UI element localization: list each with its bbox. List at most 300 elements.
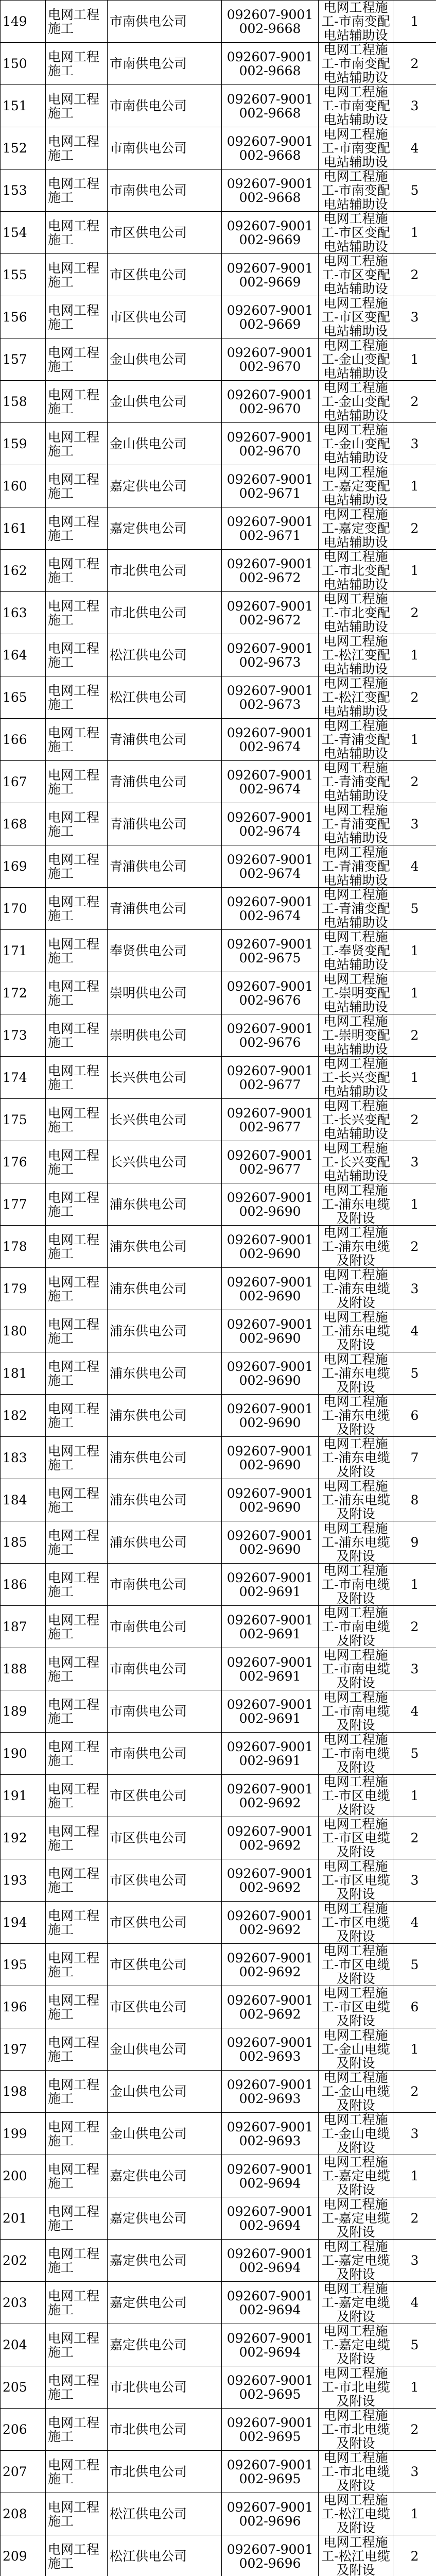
sequence-cell: 1 [393,634,436,676]
row-number-cell: 188 [1,1648,46,1690]
category-cell: 电网工程施工 [46,2028,108,2071]
project-name-cell: 电网工程施工-市南电缆及附设 [319,1733,393,1775]
project-code-cell: 092607-9001002-9692 [222,1986,319,2028]
row-number-cell: 165 [1,676,46,719]
table-row [1,2155,436,2197]
row-number-cell: 197 [1,2028,46,2071]
table-row [1,127,436,170]
row-number-cell: 194 [1,1902,46,1944]
company-cell: 浦东供电公司 [108,1437,222,1479]
project-name-cell: 电网工程施工-市区电缆及附设 [319,1902,393,1944]
row-number-cell: 200 [1,2155,46,2197]
project-code-cell: 092607-9001002-9690 [222,1268,319,1310]
row-number-cell: 149 [1,1,46,43]
project-name-cell: 电网工程施工-嘉定电缆及附设 [319,2155,393,2197]
row-number-cell: 205 [1,2366,46,2409]
project-name-cell: 电网工程施工-市南变配电站辅助设 [319,43,393,85]
row-number-cell: 159 [1,423,46,465]
sequence-cell: 2 [393,507,436,550]
table-row [1,1479,436,1521]
category-cell: 电网工程施工 [46,1057,108,1099]
table-row [1,43,436,85]
company-cell: 金山供电公司 [108,338,222,381]
category-cell: 电网工程施工 [46,2155,108,2197]
sequence-cell: 7 [393,1437,436,1479]
project-code-cell: 092607-9001002-9668 [222,43,319,85]
project-code-cell: 092607-9001002-9692 [222,1902,319,1944]
table-row [1,2028,436,2071]
company-cell: 浦东供电公司 [108,1352,222,1395]
row-number-cell: 157 [1,338,46,381]
category-cell: 电网工程施工 [46,1521,108,1564]
category-cell: 电网工程施工 [46,1690,108,1733]
row-number-cell: 196 [1,1986,46,2028]
project-code-cell: 092607-9001002-9674 [222,803,319,845]
sequence-cell: 3 [393,2113,436,2155]
table-row [1,972,436,1014]
row-number-cell: 203 [1,2282,46,2324]
project-name-cell: 电网工程施工-市南电缆及附设 [319,1564,393,1606]
project-name-cell: 电网工程施工-松江变配电站辅助设 [319,676,393,719]
project-name-cell: 电网工程施工-市南变配电站辅助设 [319,127,393,170]
company-cell: 市南供电公司 [108,1564,222,1606]
category-cell: 电网工程施工 [46,465,108,507]
project-name-cell: 电网工程施工-浦东电缆及附设 [319,1183,393,1226]
project-name-cell: 电网工程施工-金山变配电站辅助设 [319,381,393,423]
project-name-cell: 电网工程施工-浦东电缆及附设 [319,1268,393,1310]
row-number-cell: 179 [1,1268,46,1310]
row-number-cell: 164 [1,634,46,676]
category-cell: 电网工程施工 [46,719,108,761]
table-row [1,1859,436,1902]
table-row [1,761,436,803]
company-cell: 金山供电公司 [108,2113,222,2155]
row-number-cell: 191 [1,1775,46,1817]
project-code-cell: 092607-9001002-9693 [222,2028,319,2071]
project-code-cell: 092607-9001002-9669 [222,254,319,296]
sequence-cell: 1 [393,972,436,1014]
project-code-cell: 092607-9001002-9694 [222,2324,319,2366]
company-cell: 嘉定供电公司 [108,507,222,550]
category-cell: 电网工程施工 [46,2409,108,2451]
row-number-cell: 162 [1,550,46,592]
project-code-cell: 092607-9001002-9668 [222,127,319,170]
sequence-cell: 1 [393,1775,436,1817]
project-name-cell: 电网工程施工-松江电缆及附设 [319,2535,393,2576]
row-number-cell: 161 [1,507,46,550]
row-number-cell: 151 [1,85,46,127]
category-cell: 电网工程施工 [46,381,108,423]
table-row [1,592,436,634]
project-name-cell: 电网工程施工-市北电缆及附设 [319,2451,393,2493]
company-cell: 市区供电公司 [108,1902,222,1944]
category-cell: 电网工程施工 [46,634,108,676]
category-cell: 电网工程施工 [46,972,108,1014]
project-code-cell: 092607-9001002-9669 [222,296,319,338]
project-code-cell: 092607-9001002-9690 [222,1226,319,1268]
company-cell: 长兴供电公司 [108,1057,222,1099]
row-number-cell: 199 [1,2113,46,2155]
project-name-cell: 电网工程施工-金山电缆及附设 [319,2113,393,2155]
category-cell: 电网工程施工 [46,1183,108,1226]
category-cell: 电网工程施工 [46,423,108,465]
table-row [1,2324,436,2366]
sequence-cell: 2 [393,2071,436,2113]
category-cell: 电网工程施工 [46,2113,108,2155]
row-number-cell: 152 [1,127,46,170]
table-row [1,2535,436,2576]
sequence-cell: 2 [393,254,436,296]
company-cell: 长兴供电公司 [108,1141,222,1183]
project-code-cell: 092607-9001002-9670 [222,338,319,381]
category-cell: 电网工程施工 [46,1437,108,1479]
category-cell: 电网工程施工 [46,507,108,550]
project-code-cell: 092607-9001002-9693 [222,2071,319,2113]
project-name-cell: 电网工程施工-市南电缆及附设 [319,1606,393,1648]
table-row [1,1775,436,1817]
project-code-cell: 092607-9001002-9691 [222,1648,319,1690]
sequence-cell: 2 [393,1014,436,1057]
row-number-cell: 193 [1,1859,46,1902]
table-row [1,1226,436,1268]
table-row [1,1690,436,1733]
row-number-cell: 186 [1,1564,46,1606]
company-cell: 崇明供电公司 [108,1014,222,1057]
sequence-cell: 6 [393,1395,436,1437]
project-code-cell: 092607-9001002-9694 [222,2240,319,2282]
company-cell: 市南供电公司 [108,127,222,170]
sequence-cell: 6 [393,1986,436,2028]
sequence-cell: 2 [393,761,436,803]
sequence-cell: 2 [393,1226,436,1268]
table-row [1,2451,436,2493]
company-cell: 市北供电公司 [108,592,222,634]
table-row [1,845,436,888]
category-cell: 电网工程施工 [46,930,108,972]
project-code-cell: 092607-9001002-9677 [222,1057,319,1099]
company-cell: 市区供电公司 [108,254,222,296]
project-name-cell: 电网工程施工-嘉定电缆及附设 [319,2197,393,2240]
project-name-cell: 电网工程施工-浦东电缆及附设 [319,1521,393,1564]
row-number-cell: 175 [1,1099,46,1141]
row-number-cell: 178 [1,1226,46,1268]
sequence-cell: 1 [393,1057,436,1099]
row-number-cell: 176 [1,1141,46,1183]
row-number-cell: 150 [1,43,46,85]
category-cell: 电网工程施工 [46,1226,108,1268]
row-number-cell: 173 [1,1014,46,1057]
row-number-cell: 204 [1,2324,46,2366]
company-cell: 浦东供电公司 [108,1479,222,1521]
table-row [1,634,436,676]
category-cell: 电网工程施工 [46,2535,108,2576]
project-code-cell: 092607-9001002-9690 [222,1183,319,1226]
company-cell: 嘉定供电公司 [108,2324,222,2366]
project-code-cell: 092607-9001002-9690 [222,1310,319,1352]
company-cell: 市南供电公司 [108,43,222,85]
category-cell: 电网工程施工 [46,1395,108,1437]
company-cell: 青浦供电公司 [108,888,222,930]
company-cell: 金山供电公司 [108,381,222,423]
project-code-cell: 092607-9001002-9695 [222,2451,319,2493]
sequence-cell: 1 [393,1564,436,1606]
table-row [1,1057,436,1099]
category-cell: 电网工程施工 [46,2451,108,2493]
project-code-cell: 092607-9001002-9671 [222,465,319,507]
project-code-cell: 092607-9001002-9668 [222,1,319,43]
project-name-cell: 电网工程施工-市区变配电站辅助设 [319,212,393,254]
project-name-cell: 电网工程施工-松江电缆及附设 [319,2493,393,2535]
row-number-cell: 209 [1,2535,46,2576]
table-row [1,2366,436,2409]
category-cell: 电网工程施工 [46,592,108,634]
category-cell: 电网工程施工 [46,254,108,296]
company-cell: 市南供电公司 [108,1690,222,1733]
project-name-cell: 电网工程施工-市北变配电站辅助设 [319,592,393,634]
sequence-cell: 3 [393,2451,436,2493]
row-number-cell: 170 [1,888,46,930]
category-cell: 电网工程施工 [46,1268,108,1310]
company-cell: 崇明供电公司 [108,972,222,1014]
company-cell: 市区供电公司 [108,1859,222,1902]
row-number-cell: 182 [1,1395,46,1437]
project-name-cell: 电网工程施工-青浦变配电站辅助设 [319,888,393,930]
table-row [1,85,436,127]
project-name-cell: 电网工程施工-市南变配电站辅助设 [319,1,393,43]
row-number-cell: 167 [1,761,46,803]
table-row [1,507,436,550]
category-cell: 电网工程施工 [46,2071,108,2113]
table-row [1,1,436,43]
row-number-cell: 154 [1,212,46,254]
company-cell: 松江供电公司 [108,676,222,719]
category-cell: 电网工程施工 [46,1606,108,1648]
table-row [1,930,436,972]
sequence-cell: 3 [393,1141,436,1183]
project-code-cell: 092607-9001002-9696 [222,2493,319,2535]
project-name-cell: 电网工程施工-市区电缆及附设 [319,1859,393,1902]
sequence-cell: 2 [393,2197,436,2240]
sequence-cell: 3 [393,2240,436,2282]
sequence-cell: 1 [393,550,436,592]
project-name-cell: 电网工程施工-市区电缆及附设 [319,1775,393,1817]
row-number-cell: 181 [1,1352,46,1395]
company-cell: 嘉定供电公司 [108,2282,222,2324]
project-name-cell: 电网工程施工-嘉定电缆及附设 [319,2282,393,2324]
project-code-cell: 092607-9001002-9672 [222,550,319,592]
sequence-cell: 2 [393,1099,436,1141]
sequence-cell: 5 [393,888,436,930]
project-name-cell: 电网工程施工-嘉定电缆及附设 [319,2240,393,2282]
category-cell: 电网工程施工 [46,1564,108,1606]
project-name-cell: 电网工程施工-长兴变配电站辅助设 [319,1141,393,1183]
project-name-cell: 电网工程施工-浦东电缆及附设 [319,1352,393,1395]
sequence-cell: 1 [393,719,436,761]
company-cell: 市区供电公司 [108,212,222,254]
company-cell: 青浦供电公司 [108,761,222,803]
table-row [1,2113,436,2155]
table-row [1,1268,436,1310]
row-number-cell: 195 [1,1944,46,1986]
sequence-cell: 5 [393,1352,436,1395]
sequence-cell: 3 [393,85,436,127]
company-cell: 金山供电公司 [108,423,222,465]
table-row [1,1986,436,2028]
company-cell: 市北供电公司 [108,2451,222,2493]
category-cell: 电网工程施工 [46,676,108,719]
category-cell: 电网工程施工 [46,1479,108,1521]
sequence-cell: 1 [393,2155,436,2197]
project-code-cell: 092607-9001002-9668 [222,85,319,127]
row-number-cell: 189 [1,1690,46,1733]
category-cell: 电网工程施工 [46,296,108,338]
row-number-cell: 190 [1,1733,46,1775]
sequence-cell: 5 [393,170,436,212]
project-code-cell: 092607-9001002-9694 [222,2155,319,2197]
project-name-cell: 电网工程施工-嘉定变配电站辅助设 [319,465,393,507]
company-cell: 市区供电公司 [108,1986,222,2028]
project-name-cell: 电网工程施工-长兴变配电站辅助设 [319,1099,393,1141]
project-code-cell: 092607-9001002-9690 [222,1395,319,1437]
project-code-cell: 092607-9001002-9691 [222,1606,319,1648]
row-number-cell: 177 [1,1183,46,1226]
project-name-cell: 电网工程施工-崇明变配电站辅助设 [319,1014,393,1057]
company-cell: 浦东供电公司 [108,1226,222,1268]
table-row [1,338,436,381]
row-number-cell: 156 [1,296,46,338]
table-row [1,1183,436,1226]
table-row [1,1564,436,1606]
project-code-cell: 092607-9001002-9674 [222,719,319,761]
project-name-cell: 电网工程施工-市北变配电站辅助设 [319,550,393,592]
project-code-cell: 092607-9001002-9692 [222,1775,319,1817]
project-code-cell: 092607-9001002-9691 [222,1564,319,1606]
project-code-cell: 092607-9001002-9692 [222,1859,319,1902]
sequence-cell: 1 [393,212,436,254]
project-name-cell: 电网工程施工-浦东电缆及附设 [319,1310,393,1352]
company-cell: 市南供电公司 [108,1,222,43]
company-cell: 市南供电公司 [108,170,222,212]
table-row [1,423,436,465]
sequence-cell: 5 [393,1944,436,1986]
table-row [1,381,436,423]
project-code-cell: 092607-9001002-9670 [222,381,319,423]
project-code-cell: 092607-9001002-9670 [222,423,319,465]
category-cell: 电网工程施工 [46,338,108,381]
row-number-cell: 192 [1,1817,46,1859]
category-cell: 电网工程施工 [46,550,108,592]
company-cell: 浦东供电公司 [108,1395,222,1437]
sequence-cell: 2 [393,676,436,719]
category-cell: 电网工程施工 [46,2197,108,2240]
project-name-cell: 电网工程施工-青浦变配电站辅助设 [319,719,393,761]
sequence-cell: 3 [393,1648,436,1690]
table-row [1,1141,436,1183]
category-cell: 电网工程施工 [46,1733,108,1775]
row-number-cell: 158 [1,381,46,423]
company-cell: 浦东供电公司 [108,1268,222,1310]
company-cell: 市南供电公司 [108,1648,222,1690]
project-code-cell: 092607-9001002-9695 [222,2366,319,2409]
category-cell: 电网工程施工 [46,1902,108,1944]
category-cell: 电网工程施工 [46,85,108,127]
table-row [1,2493,436,2535]
table-row [1,170,436,212]
category-cell: 电网工程施工 [46,803,108,845]
table-row [1,296,436,338]
sequence-cell: 1 [393,2028,436,2071]
project-code-cell: 092607-9001002-9674 [222,845,319,888]
project-name-cell: 电网工程施工-市区电缆及附设 [319,1817,393,1859]
company-cell: 松江供电公司 [108,634,222,676]
category-cell: 电网工程施工 [46,761,108,803]
project-name-cell: 电网工程施工-金山电缆及附设 [319,2028,393,2071]
project-code-cell: 092607-9001002-9690 [222,1521,319,1564]
category-cell: 电网工程施工 [46,1944,108,1986]
table-row [1,2240,436,2282]
project-name-cell: 电网工程施工-市区电缆及附设 [319,1944,393,1986]
sequence-cell: 4 [393,127,436,170]
company-cell: 市南供电公司 [108,1606,222,1648]
table-row [1,1310,436,1352]
project-code-cell: 092607-9001002-9672 [222,592,319,634]
company-cell: 奉贤供电公司 [108,930,222,972]
company-cell: 松江供电公司 [108,2493,222,2535]
project-name-cell: 电网工程施工-市南电缆及附设 [319,1690,393,1733]
project-code-cell: 092607-9001002-9694 [222,2197,319,2240]
row-number-cell: 184 [1,1479,46,1521]
company-cell: 长兴供电公司 [108,1099,222,1141]
table-row [1,888,436,930]
project-name-cell: 电网工程施工-浦东电缆及附设 [319,1226,393,1268]
company-cell: 市区供电公司 [108,1944,222,1986]
project-code-cell: 092607-9001002-9690 [222,1437,319,1479]
project-name-cell: 电网工程施工-市北电缆及附设 [319,2409,393,2451]
category-cell: 电网工程施工 [46,1986,108,2028]
sequence-cell: 8 [393,1479,436,1521]
project-name-cell: 电网工程施工-奉贤变配电站辅助设 [319,930,393,972]
project-code-cell: 092607-9001002-9690 [222,1479,319,1521]
table-row [1,1437,436,1479]
sequence-cell: 2 [393,1606,436,1648]
project-name-cell: 电网工程施工-青浦变配电站辅助设 [319,803,393,845]
company-cell: 浦东供电公司 [108,1183,222,1226]
project-code-cell: 092607-9001002-9673 [222,634,319,676]
row-number-cell: 160 [1,465,46,507]
project-name-cell: 电网工程施工-市区变配电站辅助设 [319,296,393,338]
category-cell: 电网工程施工 [46,2324,108,2366]
sequence-cell: 3 [393,803,436,845]
project-code-cell: 092607-9001002-9694 [222,2282,319,2324]
row-number-cell: 169 [1,845,46,888]
project-name-cell: 电网工程施工-浦东电缆及附设 [319,1479,393,1521]
project-code-cell: 092607-9001002-9677 [222,1099,319,1141]
project-code-cell: 092607-9001002-9691 [222,1690,319,1733]
sequence-cell: 5 [393,1733,436,1775]
category-cell: 电网工程施工 [46,888,108,930]
row-number-cell: 201 [1,2197,46,2240]
project-code-cell: 092607-9001002-9668 [222,170,319,212]
sequence-cell: 1 [393,338,436,381]
table-row [1,2197,436,2240]
category-cell: 电网工程施工 [46,1775,108,1817]
company-cell: 嘉定供电公司 [108,2155,222,2197]
company-cell: 青浦供电公司 [108,803,222,845]
project-name-cell: 电网工程施工-嘉定变配电站辅助设 [319,507,393,550]
sequence-cell: 1 [393,1183,436,1226]
project-name-cell: 电网工程施工-市南变配电站辅助设 [319,85,393,127]
category-cell: 电网工程施工 [46,1310,108,1352]
